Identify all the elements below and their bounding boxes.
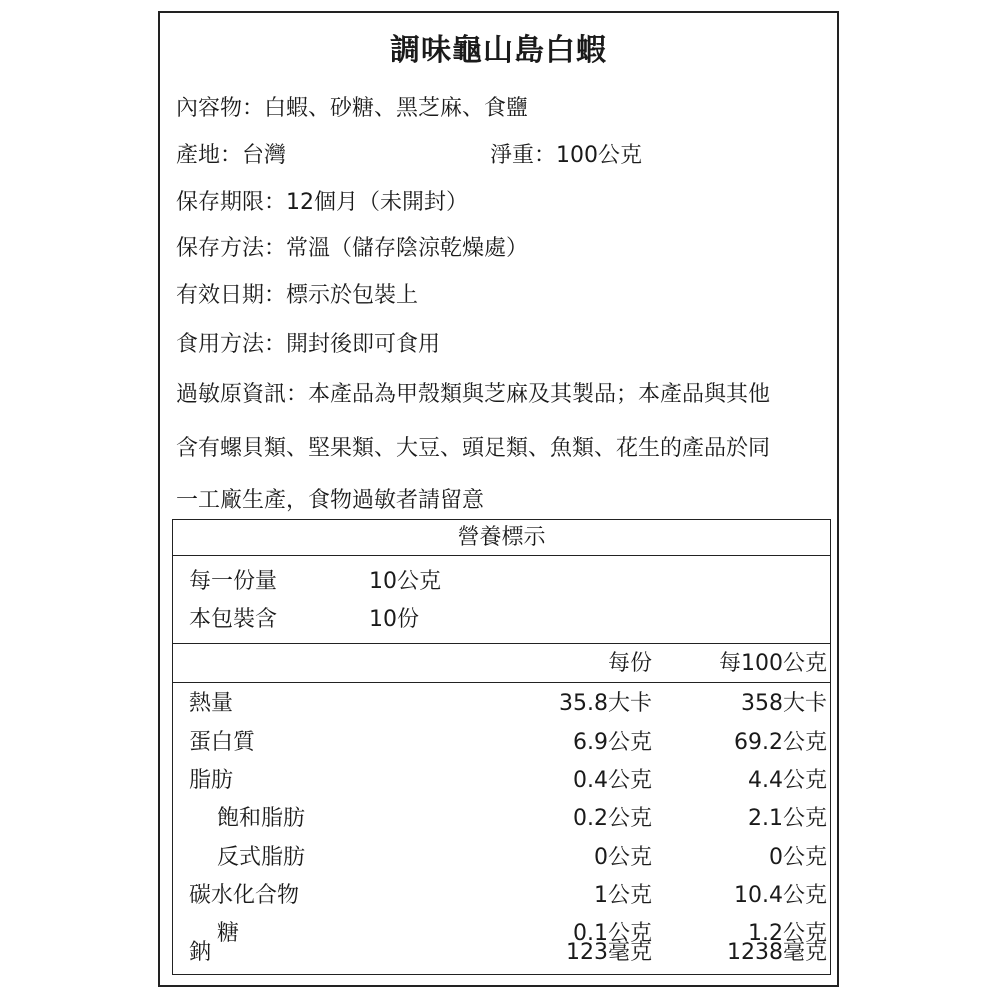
nutrient-per-serving: 0.2公克 [573,806,652,831]
product-title: 調味龜山島白蝦 [390,33,607,68]
usage-line: 食用方法：開封後即可食用 [176,332,441,357]
nutrient-name: 鈉 [189,940,212,965]
header-divider [173,643,830,644]
nutrient-name: 糖 [217,921,240,946]
nutrient-per-serving: 6.9公克 [573,730,652,755]
allergen-line-2: 含有螺貝類、堅果類、大豆、頭足類、魚類、花生的產品於同 [176,436,771,461]
nutrient-row [173,840,830,876]
allergen-line-1: 過敏原資訊：本產品為甲殼類與芝麻及其製品；本產品與其他 [176,382,771,407]
nutrient-per-100g: 69.2公克 [734,730,827,755]
column-header-divider [173,682,830,683]
nutrient-per-serving: 35.8大卡 [559,691,652,716]
nutrient-name: 脂肪 [189,768,234,793]
nutrient-name: 飽和脂肪 [217,806,306,831]
nutrient-per-100g: 1238毫克 [727,940,827,965]
nutrient-row [173,725,830,761]
ingredients-line: 內容物：白蝦、砂糖、黑芝麻、食鹽 [176,96,529,121]
serving-size-row [173,564,830,600]
nutrient-row [173,935,830,971]
nutrient-row [173,686,830,722]
serving-size-value: 10公克 [369,569,441,594]
storage-line: 保存方法：常溫（儲存陰涼乾燥處） [176,236,529,261]
origin-line: 產地：台灣 [176,143,287,168]
nutrient-name: 碳水化合物 [189,883,300,908]
nutrient-name: 反式脂肪 [217,845,306,870]
nutrient-per-serving: 0.4公克 [573,768,652,793]
nutrient-per-100g: 4.4公克 [748,768,827,793]
servings-per-pack-row [173,602,830,638]
nutrient-per-serving: 1公克 [594,883,652,908]
nutrient-per-100g: 1.2公克 [748,921,827,946]
allergen-line-3: 一工廠生產，食物過敏者請留意 [176,488,485,513]
nutrient-per-100g: 2.1公克 [748,806,827,831]
nutrient-name: 蛋白質 [189,730,256,755]
nutrient-row [173,878,830,914]
column-header-row [173,646,830,682]
col-per-serving: 每份 [607,651,652,676]
nutrient-per-100g: 10.4公克 [734,883,827,908]
nutrient-row [173,801,830,837]
net-weight-line: 淨重：100公克 [490,143,642,168]
nutrient-per-100g: 0公克 [769,845,827,870]
nutrient-per-serving: 0公克 [594,845,652,870]
expiry-line: 有效日期：標示於包裝上 [176,283,419,308]
nutrition-title: 營養標示 [173,520,830,556]
col-per-100g: 每100公克 [719,651,827,676]
nutrient-name: 熱量 [189,691,234,716]
shelf-life-line: 保存期限：12個月（未開封） [176,190,468,215]
nutrient-per-serving: 123毫克 [566,940,652,965]
nutrient-row [173,763,830,799]
nutrition-table [172,519,831,975]
nutrient-per-serving: 0.1公克 [573,921,652,946]
nutrient-per-100g: 358大卡 [741,691,827,716]
servings-per-pack-label: 本包裝含 [189,607,278,632]
product-label [158,11,839,987]
servings-per-pack-value: 10份 [369,607,419,632]
serving-size-label: 每一份量 [189,569,278,594]
